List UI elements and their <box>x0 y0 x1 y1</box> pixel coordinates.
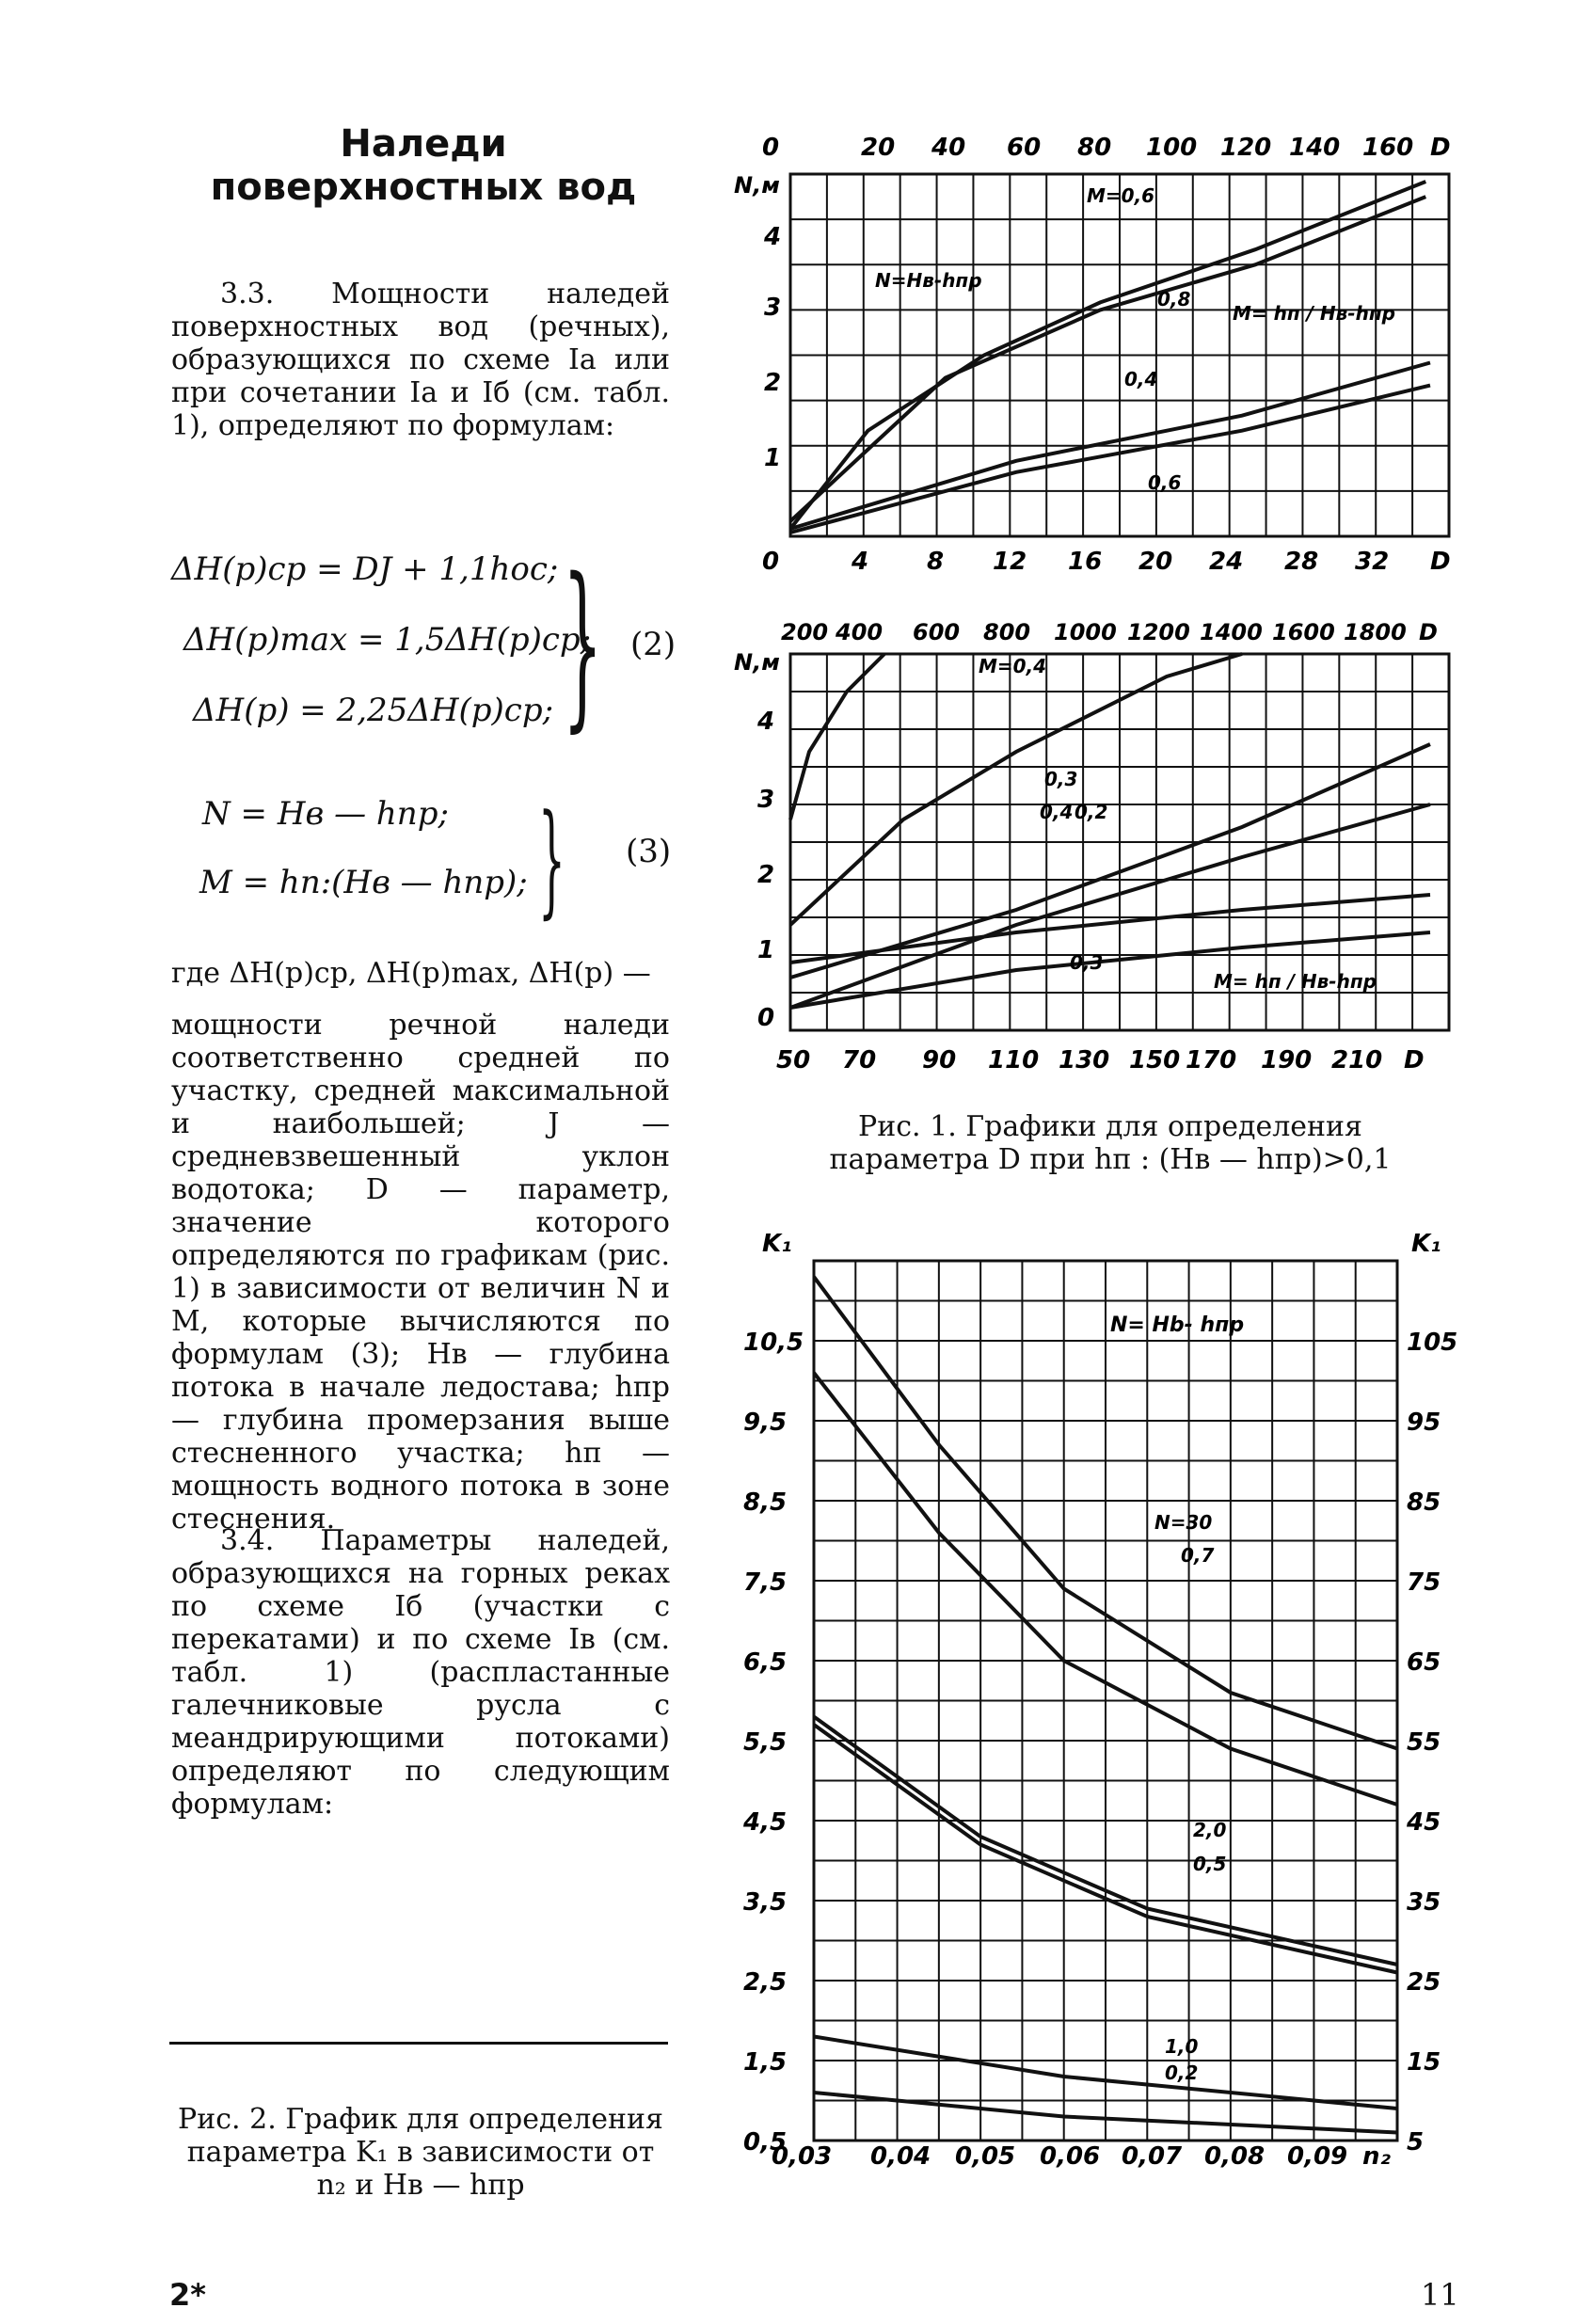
chart-2-series-0 <box>790 654 884 820</box>
separator-rule <box>169 2042 668 2045</box>
chart-2-tick-top-7: 1600 <box>1272 619 1335 645</box>
chart-3-ytick-right-2: 85 <box>1407 1488 1441 1517</box>
chart-3-ytick-left-3: 7,5 <box>743 1568 788 1597</box>
chart-3-label-n: N= Hb- hпр <box>1110 1313 1245 1337</box>
chart-3-ytick-right-6: 45 <box>1407 1808 1441 1837</box>
formula-2-number: (2) <box>630 626 677 663</box>
chart-2-ytick-3: 3 <box>757 786 775 814</box>
chart-2-ylabel: N,м <box>734 649 780 676</box>
chart-2-tick-bot-4: 130 <box>1059 1046 1110 1074</box>
formula-3-brace: } <box>538 788 565 931</box>
chart-2-tick-top-6: 1400 <box>1200 619 1263 645</box>
chart-2-label-m04: M=0,4 <box>979 655 1047 677</box>
chart-1-tick-bot-1: 4 <box>852 548 869 576</box>
chart-2-ytick-4: 4 <box>757 708 775 736</box>
chart-3-xtick-0: 0,03 <box>772 2142 833 2171</box>
chart-3-ytick-right-8: 25 <box>1407 1968 1441 1997</box>
chart-3-ytick-left-0: 10,5 <box>743 1329 804 1357</box>
chart-2-ytick-1: 1 <box>757 936 775 964</box>
section-title: Наледи поверхностных вод <box>210 122 637 209</box>
fig2-caption: Рис. 2. График для определения параметра K₁ в зависимости от n₂ и Hв — hпр <box>178 2103 663 2202</box>
chart-3-label-20: 2,0 <box>1193 1819 1227 1841</box>
fig1-caption: Рис. 1. Графики для определения параметра D при hп : (Hв — hпр)>0,1 <box>829 1110 1392 1176</box>
chart-3-ytick-right-3: 75 <box>1407 1568 1441 1597</box>
chart-1 <box>734 122 1477 583</box>
chart-2-tick-bot-0: 50 <box>776 1046 811 1074</box>
chart-1-tick-bot-8: 32 <box>1355 548 1390 576</box>
chart-1-ytick-4: 4 <box>764 223 782 251</box>
chart-2-tick-bot-8: 210 <box>1331 1046 1383 1074</box>
paragraph-3-4: 3.4. Параметры наледей, образующихся на горных реках по схеме Iб (участки с перекатами) и по схеме Iв (см. табл. 1) (распластанные галечниковые русла с меандрирующими потоками) определяют по следующим формулам: <box>171 1524 670 1821</box>
chart-1-tick-top-8: 160 <box>1362 134 1414 162</box>
chart-3-ytick-left-4: 6,5 <box>743 1648 788 1677</box>
paragraph-3-3: 3.3. Мощности наледей поверхностных вод (речных), образующихся по схеме Iа или при сочетании Iа и Iб (см. табл. 1), определяют по формулам: <box>171 278 670 442</box>
chart-1-tick-bot-7: 28 <box>1284 548 1319 576</box>
chart-1-tick-top-9: D <box>1430 134 1451 162</box>
chart-3-xtick-4: 0,07 <box>1122 2142 1183 2171</box>
chart-3-label-02: 0,2 <box>1165 2061 1199 2084</box>
chart-1-label-m06: M=0,6 <box>1087 184 1155 207</box>
chart-3-xtick-5: 0,08 <box>1204 2142 1266 2171</box>
chart-3-ytick-right-7: 35 <box>1407 1888 1441 1917</box>
chart-2-tick-bot-1: 70 <box>842 1046 877 1074</box>
chart-1-label-04: 0,4 <box>1124 368 1158 390</box>
chart-1-tick-top-7: 140 <box>1289 134 1341 162</box>
formula-2-line3: ΔH(р) = 2,25ΔH(р)ср; <box>193 692 554 729</box>
chart-2-label-04b: 0,4 <box>1040 801 1074 823</box>
chart-2-tick-bot-2: 90 <box>922 1046 957 1074</box>
chart-2-tick-top-1: 400 <box>836 619 884 645</box>
chart-2-tick-top-0: 200 <box>781 619 829 645</box>
chart-1-tick-bot-9: D <box>1430 548 1451 576</box>
formula-2-brace: } <box>563 540 603 748</box>
chart-1-label-06b: 0,6 <box>1148 471 1182 494</box>
chart-1-label-n: N=Hв-hпр <box>875 269 982 292</box>
chart-2-label-02: 0,2 <box>1075 801 1108 823</box>
chart-2-tick-bot-7: 190 <box>1261 1046 1313 1074</box>
chart-1-tick-bot-6: 24 <box>1209 548 1244 576</box>
chart-2-tick-top-5: 1200 <box>1127 619 1190 645</box>
chart-1-tick-bot-4: 16 <box>1068 548 1103 576</box>
chart-3-ytick-left-10: 0,5 <box>743 2128 788 2157</box>
formula-3-number: (3) <box>626 833 672 870</box>
chart-1-ytick-2: 2 <box>764 369 782 397</box>
chart-3-ytick-right-10: 5 <box>1407 2128 1425 2157</box>
chart-3-ytick-left-8: 2,5 <box>743 1968 788 1997</box>
chart-3-ylabel-right: K₁ <box>1411 1230 1441 1258</box>
chart-3-label-07: 0,7 <box>1181 1544 1215 1567</box>
chart-2-ytick-2: 2 <box>757 861 775 889</box>
chart-3-ytick-right-0: 105 <box>1407 1329 1458 1357</box>
chart-3-ytick-left-5: 5,5 <box>743 1728 788 1757</box>
chart-1-tick-top-4: 80 <box>1077 134 1112 162</box>
chart-1-tick-bot-5: 20 <box>1138 548 1173 576</box>
chart-3-ytick-right-1: 95 <box>1407 1409 1441 1437</box>
chart-2-tick-top-2: 600 <box>913 619 961 645</box>
footer-mark: 2* <box>169 2277 206 2313</box>
chart-1-tick-top-3: 60 <box>1007 134 1042 162</box>
chart-3-label-n30: N=30 <box>1154 1511 1213 1534</box>
formula-2-line1: ΔH(р)ср = DJ + 1,1hос; <box>171 550 559 588</box>
chart-1-tick-bot-0: 0 <box>762 548 780 576</box>
chart-2-series-2 <box>790 744 1430 978</box>
formula-3-line1: N = Hв — hпр; <box>202 795 449 833</box>
chart-3-xtick-1: 0,04 <box>870 2142 931 2171</box>
chart-3-xtick-6: 0,09 <box>1287 2142 1348 2171</box>
chart-1-ytick-3: 3 <box>764 294 782 322</box>
chart-3-xtick-2: 0,05 <box>955 2142 1016 2171</box>
chart-3-ytick-left-6: 4,5 <box>743 1808 788 1837</box>
page-number: 11 <box>1421 2277 1459 2313</box>
chart-2-tick-top-4: 1000 <box>1054 619 1117 645</box>
chart-2-label-m: M= hп / Hв-hпр <box>1214 970 1377 993</box>
chart-2-label-03: 0,3 <box>1044 768 1078 790</box>
chart-1-lower-series-1 <box>790 386 1430 533</box>
chart-3-label-10: 1,0 <box>1165 2035 1199 2058</box>
chart-3-ytick-left-1: 9,5 <box>743 1409 788 1437</box>
chart-2-label-03b: 0,3 <box>1070 951 1104 974</box>
chart-1-tick-top-0: 0 <box>762 134 780 162</box>
chart-2-series-1 <box>790 654 1242 925</box>
chart-3-xtick-3: 0,06 <box>1040 2142 1101 2171</box>
chart-2-tick-top-8: 1800 <box>1344 619 1407 645</box>
chart-2-tick-bot-9: D <box>1404 1046 1425 1074</box>
chart-2-series-4 <box>790 895 1430 963</box>
paragraph-where: мощности речной наледи соответственно средней по участку, средней максимальной и наибольшей; J — средневзвешенный уклон водотока; D — параметр, значение которого определяются по графикам (рис. 1) в зависимости от величин N и M, которые вычисляются по формулам (3); Hв — глубина потока в начале ледостава; hпр — глубина промерзания выше стесненного участка; hп — мощность водного потока в зоне стеснения. <box>171 1009 670 1536</box>
chart-2 <box>734 612 1477 1091</box>
chart-3-ytick-left-2: 8,5 <box>743 1488 788 1517</box>
chart-1-upper-series-1 <box>790 197 1425 521</box>
chart-1-tick-top-2: 40 <box>931 134 966 162</box>
chart-3-xtick-7: n₂ <box>1362 2142 1391 2171</box>
chart-2-tick-top-3: 800 <box>983 619 1031 645</box>
formula-2-line2: ΔH(р)max = 1,5ΔH(р)ср; <box>183 621 592 659</box>
chart-3-ytick-left-7: 3,5 <box>743 1888 788 1917</box>
chart-2-ytick-0: 0 <box>757 1004 775 1032</box>
chart-1-tick-bot-3: 12 <box>993 548 1027 576</box>
formula-3-line2: M = hп:(Hв — hпр); <box>199 864 528 901</box>
chart-1-tick-top-5: 100 <box>1146 134 1198 162</box>
chart-2-tick-bot-5: 150 <box>1129 1046 1181 1074</box>
chart-3-ytick-right-4: 65 <box>1407 1648 1441 1677</box>
chart-3-ytick-right-9: 15 <box>1407 2048 1441 2077</box>
chart-3-ytick-right-5: 55 <box>1407 1728 1441 1757</box>
chart-1-tick-top-1: 20 <box>861 134 896 162</box>
chart-2-tick-top-9: D <box>1419 619 1438 645</box>
chart-1-tick-bot-2: 8 <box>927 548 945 576</box>
chart-1-tick-top-6: 120 <box>1220 134 1272 162</box>
chart-3-ylabel-left: K₁ <box>762 1230 792 1258</box>
chart-1-series <box>790 182 1430 533</box>
chart-2-tick-bot-6: 170 <box>1186 1046 1237 1074</box>
chart-3-label-05: 0,5 <box>1193 1853 1227 1875</box>
chart-3-ytick-left-9: 1,5 <box>743 2048 788 2077</box>
chart-2-tick-bot-3: 110 <box>988 1046 1040 1074</box>
chart-1-label-08: 0,8 <box>1157 288 1191 310</box>
chart-1-label-m: M= hп / Hв-hпр <box>1233 302 1395 325</box>
chart-1-ylabel: N,м <box>734 172 780 199</box>
chart-3 <box>734 1214 1487 2183</box>
where-line: где ΔH(р)ср, ΔH(р)max, ΔH(р) — <box>171 957 651 990</box>
chart-1-ytick-1: 1 <box>764 444 782 472</box>
